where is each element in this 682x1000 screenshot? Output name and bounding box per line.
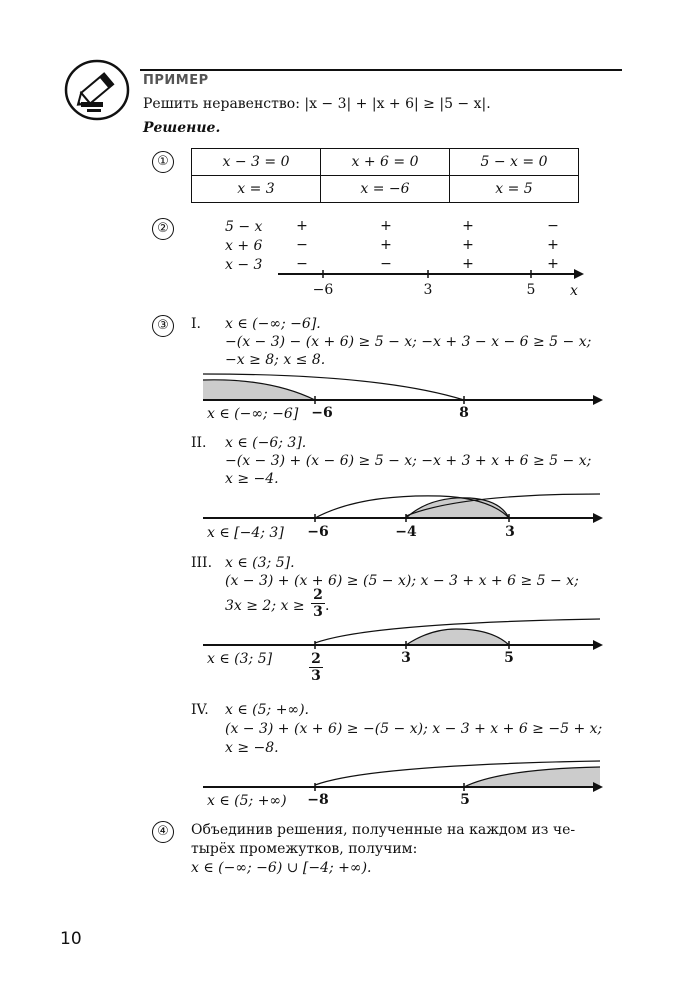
sign-cell: − [547,218,559,234]
case-2-number-line [200,488,606,528]
tick-label: −4 [395,524,417,540]
sign-cell: + [462,218,474,234]
sign-cell: − [296,256,308,272]
tick-label: 3 [505,524,515,540]
tick-label: 5 [460,792,470,808]
tick-label: −6 [311,405,333,421]
sign-cell: − [296,237,308,253]
case-2-line-1: −(x − 3) + (x − 6) ≥ 5 − x; −x + 3 + x + 6 ≥ 5 − x; [225,453,592,469]
sign-label: 5 − x [225,219,263,235]
case-3-result: x ∈ (3; 5] [207,651,273,667]
solution-label: Решение. [143,120,221,136]
case-3-line-1: (x − 3) + (x + 6) ≥ (5 − x); x − 3 + x + 6 ≥ 5 − x; [225,573,579,589]
sign-axis [278,266,590,282]
case-4-result: x ∈ (5; +∞) [207,793,287,809]
case-4-line-2: x ≥ −8. [225,740,279,756]
case-1-number-line [200,370,606,408]
sign-cell: + [462,237,474,253]
fraction-numerator: 2 [309,651,323,668]
case-2-result: x ∈ [−4; 3] [207,525,284,541]
conclusion-line-1: Объединив решения, полученные на каждом из че- [191,822,576,838]
fraction-period: . [325,598,330,614]
page-number: 10 [60,929,82,949]
sign-cell: + [380,218,392,234]
fraction-denominator: 3 [313,604,323,620]
case-4-interval: x ∈ (5; +∞). [225,702,309,718]
case-3-number: III. [191,555,213,571]
sign-label: x + 6 [225,238,263,254]
roots-table [191,148,579,203]
tick-label: −6 [307,524,329,540]
example-label: ПРИМЕР [143,73,209,88]
step-4-marker: ④ [152,821,174,843]
case-3-line-2: 3x ≥ 2; x ≥ [225,598,305,614]
tick-label: 3 [401,650,411,666]
sign-label: x − 3 [225,257,263,273]
step-1-marker: ① [152,151,174,173]
case-1-result: x ∈ (−∞; −6] [207,406,299,422]
table-cell: x − 3 = 0 [192,149,321,176]
step-2-marker: ② [152,218,174,240]
tick-label: 8 [459,405,469,421]
tick-label: 3 [423,282,433,298]
sign-cell: − [380,256,392,272]
task-text: Решить неравенство: |x − 3| + |x + 6| ≥ |5 − x|. [143,96,491,112]
case-4-line-1: (x − 3) + (x + 6) ≥ −(5 − x); x − 3 + x + 6 ≥ −5 + x; [225,721,603,737]
tick-label: −6 [312,282,334,298]
case-3-number-line [200,615,606,653]
case-2-line-2: x ≥ −4. [225,471,279,487]
sign-cell: + [462,256,474,272]
case-1-interval: x ∈ (−∞; −6]. [225,316,321,332]
case-3-interval: x ∈ (3; 5]. [225,555,295,571]
header-rule [140,69,622,71]
sign-cell: + [296,218,308,234]
tick-label: −8 [307,792,329,808]
axis-variable: x [570,283,578,299]
table-cell: 5 − x = 0 [450,149,579,176]
sign-cell: + [547,237,559,253]
table-cell: x = −6 [321,176,450,203]
fraction-denominator: 3 [311,668,321,684]
case-1-number: I. [191,316,201,332]
case-4-number: IV. [191,702,209,718]
case-2-number: II. [191,435,207,451]
conclusion-line-2: тырёх промежутков, получим: [191,841,418,857]
tick-label: 5 [526,282,536,298]
case-4-number-line [200,757,606,795]
case-1-line-1: −(x − 3) − (x + 6) ≥ 5 − x; −x + 3 − x − 6 ≥ 5 − x; [225,334,592,350]
fraction-numerator: 2 [311,587,325,604]
conclusion-answer: x ∈ (−∞; −6) ∪ [−4; +∞). [191,860,372,876]
table-cell: x = 3 [192,176,321,203]
pencil-icon [63,58,133,122]
case-2-interval: x ∈ (−6; 3]. [225,435,307,451]
sign-cell: + [380,237,392,253]
table-cell: x = 5 [450,176,579,203]
case-1-line-2: −x ≥ 8; x ≤ 8. [225,352,326,368]
sign-cell: + [547,256,559,272]
table-cell: x + 6 = 0 [321,149,450,176]
step-3-marker: ③ [152,315,174,337]
tick-label: 5 [504,650,514,666]
tick-fraction [309,651,323,684]
